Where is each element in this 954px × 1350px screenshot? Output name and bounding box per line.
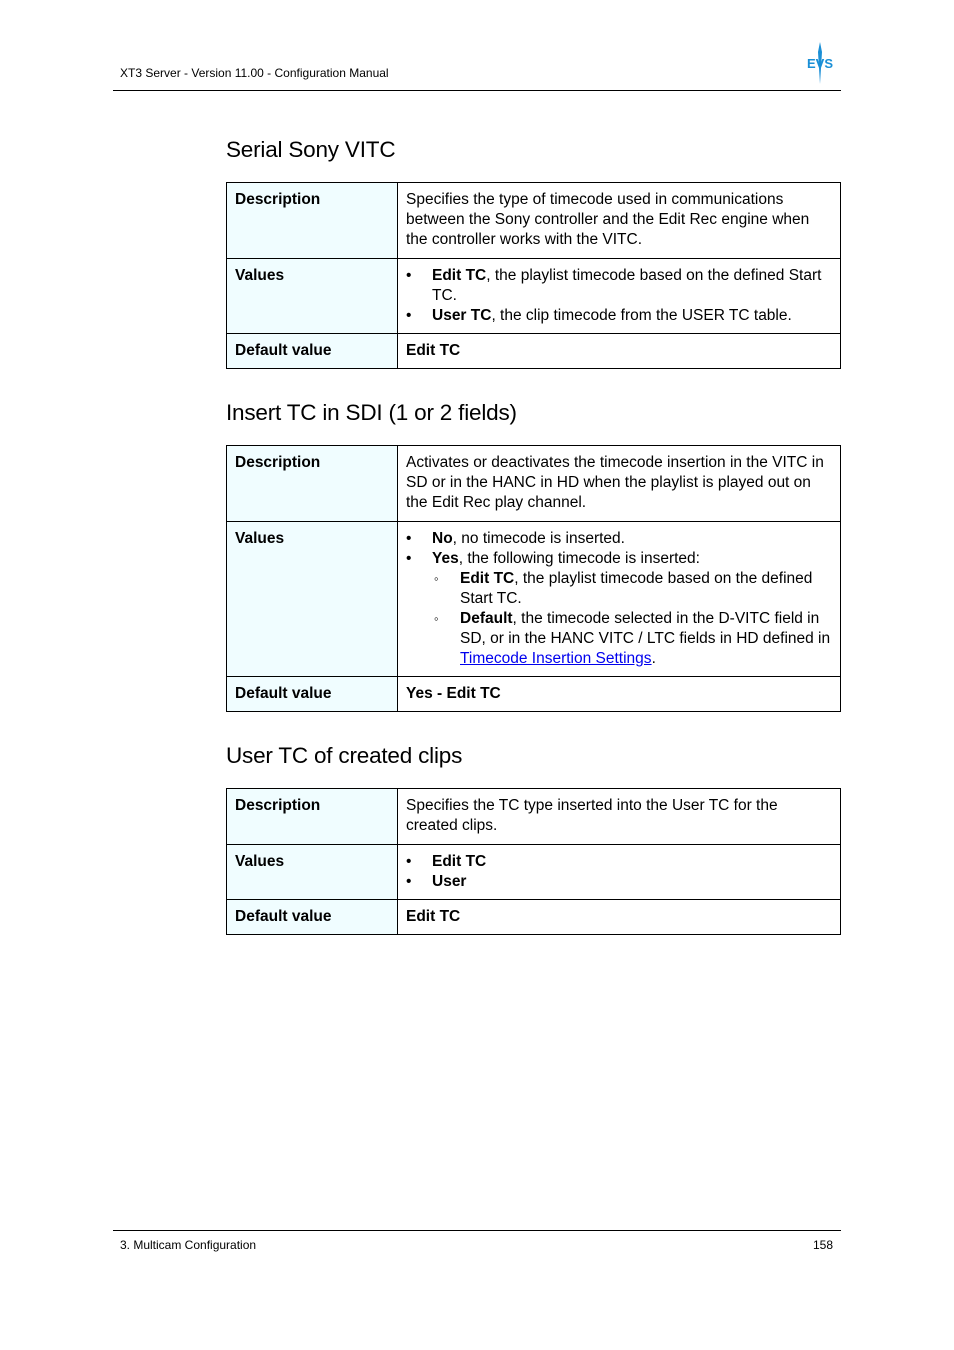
default-value: Yes - Edit TC [398,677,841,712]
row-default [227,900,841,935]
row-default [227,334,841,369]
row-description [227,183,841,259]
values-cell [398,845,841,900]
list-item: • User [406,872,832,892]
row-values [227,259,841,334]
values-cell [398,522,841,677]
label-values: Values [227,259,398,334]
list-item: • Edit TC [406,852,832,872]
description-text: Specifies the TC type inserted into the User TC for the created clips. [398,789,841,845]
footer-rule [113,1230,841,1231]
default-value: Edit TC [398,334,841,369]
description-text: Specifies the type of timecode used in communications between the Sony controller and the Edit Rec engine when the controller works with the VITC. [398,183,841,259]
values-list [406,852,832,892]
row-description [227,446,841,522]
footer-page-number: 158 [813,1238,834,1252]
evs-logo [804,42,836,84]
description-text: Activates or deactivates the timecode insertion in the VITC in SD or in the HANC in HD when the playlist is played out on the Edit Rec play channel. [398,446,841,522]
table-serial-sony-vitc [226,182,841,369]
row-values [227,522,841,677]
sub-values-list [432,569,832,669]
section-title-serial-sony-vitc: Serial Sony VITC [226,137,396,162]
label-default: Default value [227,334,398,369]
row-values [227,845,841,900]
list-item: • No, no timecode is inserted. [406,529,832,549]
row-description [227,789,841,845]
label-values: Values [227,845,398,900]
list-item: ◦ Edit TC, the playlist timecode based on the defined Start TC. [432,569,832,609]
list-item: • Edit TC, the playlist timecode based on the defined Start TC. [406,266,832,306]
label-description: Description [227,183,398,259]
values-list [406,266,832,326]
page-header-title: XT3 Server - Version 11.00 - Configuration Manual [120,66,389,80]
table-user-tc [226,788,841,935]
list-item: • Yes, the following timecode is inserted: ◦ Edit TC, the playlist timecode based on the defined Start TC. ◦ Default, the timecode selected in the D-VITC field in SD, or in the HANC VITC / LTC fields in HD defined in Timecode Insertion Settings. [406,549,832,669]
header-rule [113,90,841,91]
footer-chapter: 3. Multicam Configuration [120,1238,257,1252]
label-description: Description [227,789,398,845]
label-default: Default value [227,677,398,712]
section-title-insert-tc: Insert TC in SDI (1 or 2 fields) [226,400,517,425]
label-description: Description [227,446,398,522]
values-list [406,529,832,669]
label-default: Default value [227,900,398,935]
svg-text:EVS: EVS [806,56,834,71]
section-title-user-tc: User TC of created clips [226,743,463,768]
timecode-insertion-settings-link[interactable]: Timecode Insertion Settings [460,650,652,667]
row-default [227,677,841,712]
values-cell [398,259,841,334]
default-value: Edit TC [398,900,841,935]
table-insert-tc [226,445,841,712]
list-item: ◦ Default, the timecode selected in the D-VITC field in SD, or in the HANC VITC / LTC fields in HD defined in Timecode Insertion Settings. [432,609,832,669]
label-values: Values [227,522,398,677]
list-item: • User TC, the clip timecode from the USER TC table. [406,306,832,326]
